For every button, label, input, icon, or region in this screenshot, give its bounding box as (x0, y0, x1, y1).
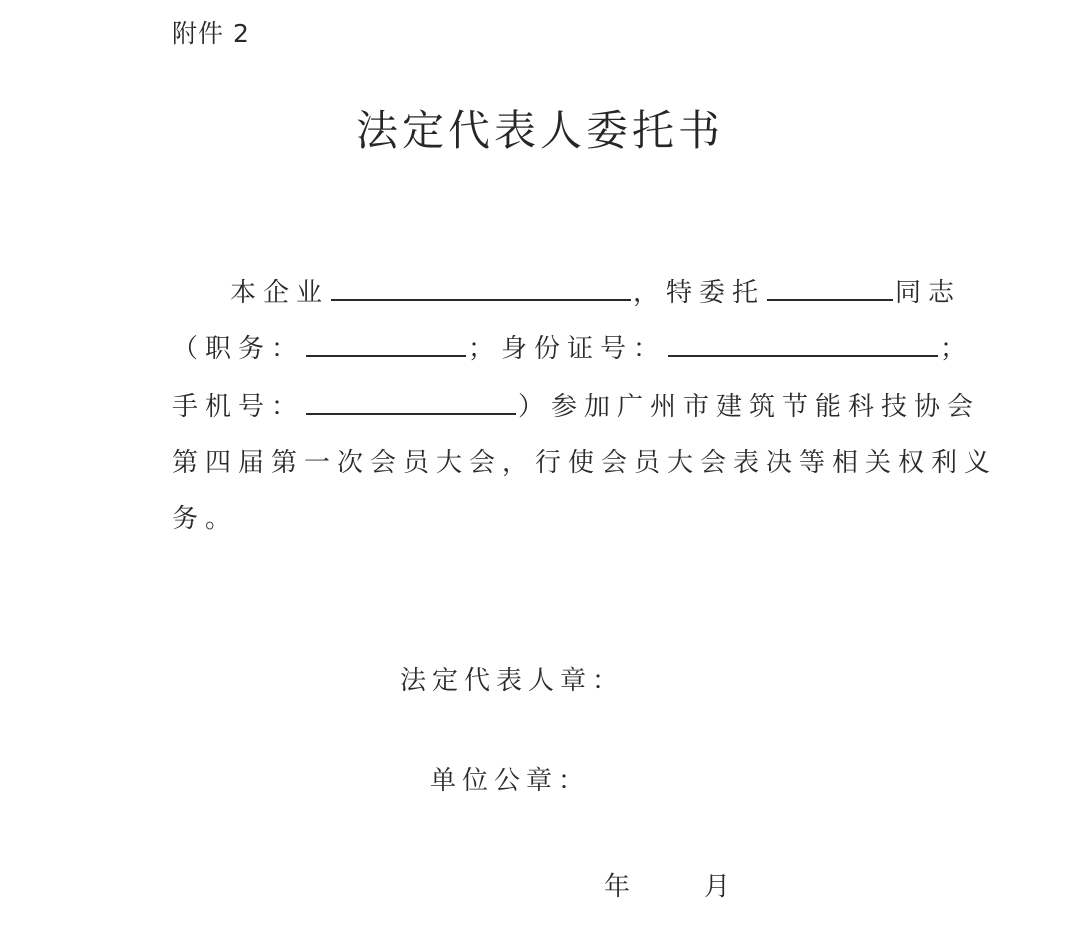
body-line-5 (172, 498, 238, 538)
attachment-label: 附件 2 (172, 19, 250, 48)
delegate-name-field[interactable] (767, 273, 893, 301)
legal-rep-seal-label: 法定代表人章： (400, 666, 625, 696)
position-field[interactable] (306, 329, 466, 357)
meeting-text: ）参加广州市建筑节能科技协会 (518, 392, 981, 422)
comrade-label: 同志 (895, 278, 962, 308)
enterprise-label: 本企业 (230, 278, 330, 308)
id-number-field[interactable] (668, 329, 938, 357)
phone-field[interactable] (306, 387, 516, 415)
body-line-1 (230, 272, 961, 312)
position-label: （职务： (172, 334, 305, 364)
semicolon: ； (940, 334, 974, 364)
meeting-text-end: 务。 (172, 504, 239, 534)
phone-label: 手机号： (172, 392, 305, 422)
company-seal-label: 单位公章： (430, 766, 591, 796)
document-title: 法定代表人委托书 (355, 106, 724, 155)
body-line-4 (172, 442, 997, 482)
delegate-label: ，特委托 (633, 278, 766, 308)
meeting-text-continued: 第四届第一次会员大会，行使会员大会表决等相关权利义 (172, 448, 998, 478)
id-number-label: ；身份证号： (468, 334, 667, 364)
enterprise-name-field[interactable] (331, 273, 631, 301)
year-label: 年 (604, 872, 637, 902)
body-line-3 (172, 386, 980, 426)
month-label: 月 (704, 872, 737, 902)
body-line-2 (172, 328, 973, 368)
